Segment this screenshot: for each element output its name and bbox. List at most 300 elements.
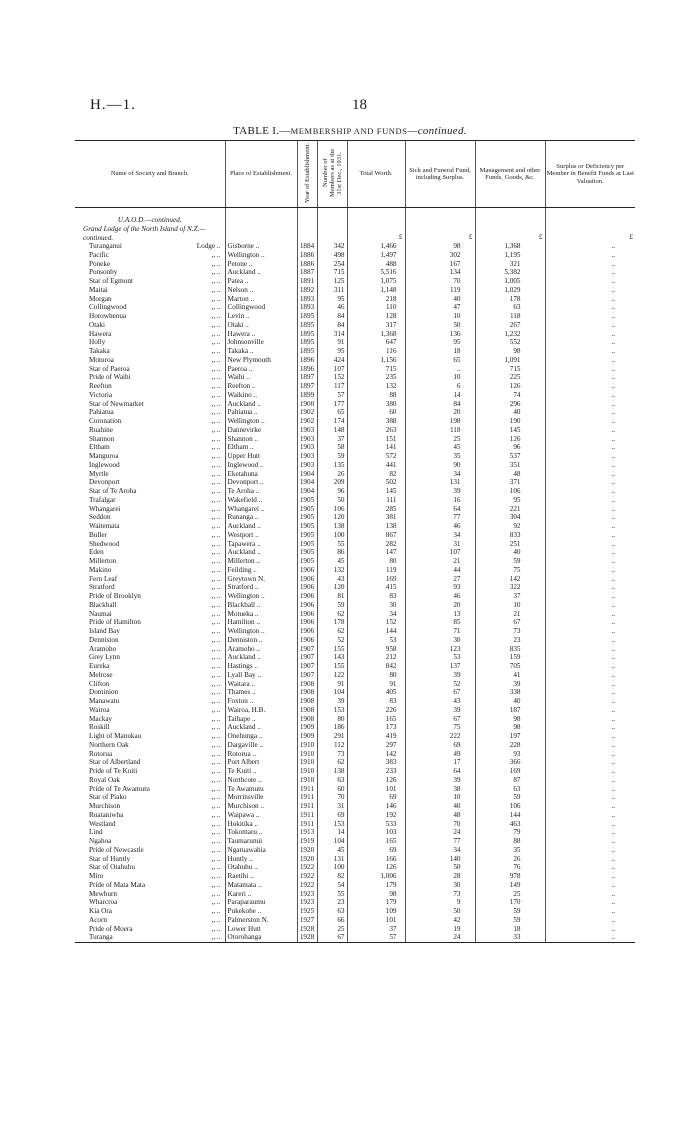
surplus-cell: .. [545, 802, 635, 811]
year-cell: 1905 [297, 548, 317, 557]
mgmt-fund-cell: 74 [475, 391, 545, 400]
sick-fund-cell: 24 [405, 933, 475, 942]
mgmt-fund-cell: 322 [475, 583, 545, 592]
worth-cell: 218 [347, 295, 405, 304]
sick-fund-cell: 65 [405, 356, 475, 365]
sick-fund-cell: 14 [405, 391, 475, 400]
surplus-cell: .. [545, 750, 635, 759]
table-row [75, 400, 635, 409]
sick-fund-cell: 123 [405, 645, 475, 654]
sick-fund-cell: 34 [405, 470, 475, 479]
surplus-cell: .. [545, 890, 635, 899]
membership-table [75, 140, 635, 943]
branch-name-cell [75, 426, 225, 435]
place-cell: Westport .. [225, 531, 297, 540]
table-row [75, 373, 635, 382]
branch-type: ,, .. [211, 408, 221, 417]
members-cell: 104 [317, 688, 347, 697]
branch-name-cell [75, 627, 225, 636]
members-cell: 143 [317, 653, 347, 662]
year-cell: 1903 [297, 443, 317, 452]
branch-name: Star of Otahuhu [89, 863, 135, 872]
col-year-label: Year of Establishment. [303, 143, 311, 203]
members-cell: 23 [317, 898, 347, 907]
mgmt-fund-cell: 371 [475, 478, 545, 487]
members-cell: 84 [317, 312, 347, 321]
worth-cell: 415 [347, 583, 405, 592]
surplus-cell: .. [545, 548, 635, 557]
group-heading-row [75, 208, 635, 225]
worth-cell: 101 [347, 916, 405, 925]
year-cell: 1893 [297, 303, 317, 312]
branch-name: Melrose [89, 670, 113, 679]
year-cell: 1910 [297, 767, 317, 776]
sick-fund-cell: 71 [405, 627, 475, 636]
place-cell: Collingwood [225, 303, 297, 312]
branch-name: Pride of Brooklyn [89, 592, 141, 601]
worth-cell: 419 [347, 732, 405, 741]
surplus-cell: .. [545, 312, 635, 321]
surplus-cell: .. [545, 470, 635, 479]
surplus-cell: .. [545, 391, 635, 400]
surplus-cell: .. [545, 793, 635, 802]
branch-name: Pride of Moera [89, 924, 133, 933]
year-cell: 1903 [297, 435, 317, 444]
members-cell: 39 [317, 697, 347, 706]
sick-fund-cell: 75 [405, 723, 475, 732]
branch-name-cell [75, 286, 225, 295]
worth-cell: 165 [347, 837, 405, 846]
year-cell: 1905 [297, 557, 317, 566]
members-cell: 43 [317, 575, 347, 584]
table-caption [0, 125, 700, 137]
surplus-cell: .. [545, 811, 635, 820]
branch-type: ,, .. [211, 557, 221, 566]
sick-fund-cell: 46 [405, 522, 475, 531]
branch-name-cell [75, 268, 225, 277]
surplus-cell: .. [545, 916, 635, 925]
surplus-cell: .. [545, 898, 635, 907]
sick-fund-cell: 30 [405, 636, 475, 645]
branch-name-cell [75, 741, 225, 750]
sick-fund-cell: 90 [405, 461, 475, 470]
table-row [75, 855, 635, 864]
worth-cell: 1,148 [347, 286, 405, 295]
year-cell: 1907 [297, 671, 317, 680]
table-row [75, 767, 635, 776]
members-cell: 95 [317, 347, 347, 356]
surplus-cell: .. [545, 688, 635, 697]
branch-name: Inglewood [89, 460, 120, 469]
worth-cell: 383 [347, 758, 405, 767]
members-cell: 100 [317, 531, 347, 540]
branch-name-cell [75, 470, 225, 479]
sick-fund-cell: 39 [405, 776, 475, 785]
branch-type: ,, .. [211, 898, 221, 907]
branch-name-cell [75, 312, 225, 321]
branch-name-cell [75, 837, 225, 846]
worth-cell: 212 [347, 653, 405, 662]
table-row [75, 382, 635, 391]
branch-name-cell [75, 443, 225, 452]
branch-name-cell [75, 688, 225, 697]
sick-fund-cell: 18 [405, 347, 475, 356]
branch-name-cell [75, 391, 225, 400]
table-row [75, 907, 635, 916]
year-cell: 1905 [297, 522, 317, 531]
sick-fund-cell: 42 [405, 916, 475, 925]
worth-cell: 297 [347, 741, 405, 750]
table-row [75, 636, 635, 645]
members-cell: 73 [317, 750, 347, 759]
place-cell: Thames .. [225, 688, 297, 697]
sick-fund-cell: 107 [405, 548, 475, 557]
worth-cell: 30 [347, 601, 405, 610]
worth-cell: 37 [347, 925, 405, 934]
branch-name: Holly [89, 338, 106, 347]
place-cell: Murchison .. [225, 802, 297, 811]
sick-fund-cell: 93 [405, 583, 475, 592]
year-cell: 1887 [297, 268, 317, 277]
branch-name-cell [75, 382, 225, 391]
branch-name: Otaki [89, 320, 105, 329]
table-row [75, 540, 635, 549]
branch-name-cell [75, 890, 225, 899]
place-cell: Ngaruawahia [225, 846, 297, 855]
branch-name: Horowhenua [89, 312, 127, 321]
branch-name-cell [75, 435, 225, 444]
year-cell: 1919 [297, 837, 317, 846]
worth-cell: 101 [347, 785, 405, 794]
table-row [75, 601, 635, 610]
table-row [75, 680, 635, 689]
place-cell: Wakefield .. [225, 496, 297, 505]
branch-type: ,, .. [211, 810, 221, 819]
sick-fund-cell: 50 [405, 863, 475, 872]
table-row [75, 487, 635, 496]
place-cell: Nelson .. [225, 286, 297, 295]
mgmt-fund-cell: 67 [475, 618, 545, 627]
worth-cell: 226 [347, 706, 405, 715]
mgmt-fund-cell: 170 [475, 898, 545, 907]
mgmt-fund-cell: 98 [475, 347, 545, 356]
surplus-cell: .. [545, 260, 635, 269]
year-cell: 1908 [297, 715, 317, 724]
branch-name-cell [75, 557, 225, 566]
worth-cell: 144 [347, 627, 405, 636]
branch-type: ,, .. [211, 889, 221, 898]
branch-type: ,, .. [211, 364, 221, 373]
year-cell: 1896 [297, 356, 317, 365]
place-cell: Palmerston N. [225, 916, 297, 925]
members-cell: 69 [317, 811, 347, 820]
place-cell: Huntly .. [225, 855, 297, 864]
branch-name-cell [75, 846, 225, 855]
surplus-cell: .. [545, 356, 635, 365]
surplus-cell: .. [545, 540, 635, 549]
branch-name-cell [75, 295, 225, 304]
year-cell: 1906 [297, 583, 317, 592]
place-cell: Johnsonville [225, 338, 297, 347]
branch-name: Star of Newmarket [89, 399, 144, 408]
sick-fund-cell: 49 [405, 750, 475, 759]
members-cell: 152 [317, 373, 347, 382]
members-cell: 58 [317, 443, 347, 452]
table-row [75, 557, 635, 566]
table-row [75, 811, 635, 820]
year-cell: 1904 [297, 470, 317, 479]
members-cell: 120 [317, 513, 347, 522]
sick-fund-cell: 131 [405, 478, 475, 487]
worth-cell: 88 [347, 391, 405, 400]
branch-name: Ruataniwha [89, 810, 124, 819]
surplus-cell: .. [545, 286, 635, 295]
worth-cell: 1,368 [347, 330, 405, 339]
branch-name-cell [75, 785, 225, 794]
branch-name: Grey Lynn [89, 653, 120, 662]
mgmt-fund-cell: 221 [475, 505, 545, 514]
worth-cell: 441 [347, 461, 405, 470]
branch-type: ,, .. [211, 880, 221, 889]
table-row [75, 627, 635, 636]
branch-name-cell [75, 828, 225, 837]
branch-name: Light of Manukau [89, 732, 142, 741]
surplus-cell: .. [545, 452, 635, 461]
sick-fund-cell: 67 [405, 715, 475, 724]
table-row [75, 242, 635, 251]
sick-fund-cell: 136 [405, 330, 475, 339]
table-row [75, 312, 635, 321]
table-row [75, 802, 635, 811]
page-number: 18 [352, 97, 367, 113]
sick-fund-cell: 25 [405, 435, 475, 444]
year-cell: 1908 [297, 688, 317, 697]
mgmt-fund-cell: 169 [475, 767, 545, 776]
branch-name-cell [75, 303, 225, 312]
branch-name-cell [75, 653, 225, 662]
surplus-cell: .. [545, 872, 635, 881]
sick-fund-cell: 16 [405, 496, 475, 505]
mgmt-fund-cell: 95 [475, 496, 545, 505]
worth-cell: 132 [347, 382, 405, 391]
worth-cell: 502 [347, 478, 405, 487]
sick-fund-cell: 222 [405, 732, 475, 741]
branch-name-cell [75, 513, 225, 522]
branch-name: Blackball [89, 600, 117, 609]
mgmt-fund-cell: 178 [475, 295, 545, 304]
mgmt-fund-cell: 98 [475, 715, 545, 724]
mgmt-fund-cell: 267 [475, 321, 545, 330]
surplus-cell: .. [545, 575, 635, 584]
mgmt-fund-cell: 75 [475, 566, 545, 575]
members-cell: 31 [317, 802, 347, 811]
branch-name: Pride of Mata Mata [89, 880, 146, 889]
sick-fund-cell: 9 [405, 898, 475, 907]
surplus-cell: .. [545, 767, 635, 776]
members-cell: 112 [317, 741, 347, 750]
branch-name: Star of Egmont [89, 277, 133, 286]
members-cell: 95 [317, 295, 347, 304]
surplus-cell: .. [545, 531, 635, 540]
branch-type: ,, .. [211, 513, 221, 522]
sick-fund-cell: 95 [405, 338, 475, 347]
place-cell: Taumarunui [225, 837, 297, 846]
members-cell: 25 [317, 925, 347, 934]
branch-type: ,, .. [211, 452, 221, 461]
branch-name: Turanganui [89, 242, 122, 251]
branch-name: Pride of Hamilton [89, 618, 141, 627]
branch-type: ,, .. [211, 443, 221, 452]
branch-type: ,, .. [211, 250, 221, 259]
branch-type: ,, .. [211, 802, 221, 811]
mgmt-fund-cell: 1,368 [475, 242, 545, 251]
place-cell: Te Kuiti .. [225, 767, 297, 776]
branch-type: ,, .. [211, 775, 221, 784]
branch-type: Lodge .. [196, 242, 221, 251]
year-cell: 1902 [297, 408, 317, 417]
table-row [75, 785, 635, 794]
place-cell: Aramoho .. [225, 645, 297, 654]
sick-fund-cell: 35 [405, 452, 475, 461]
sick-fund-cell: 19 [405, 925, 475, 934]
surplus-cell: .. [545, 400, 635, 409]
branch-name-cell [75, 242, 225, 251]
members-cell: 96 [317, 487, 347, 496]
worth-cell: 715 [347, 365, 405, 374]
mgmt-fund-cell: 41 [475, 671, 545, 680]
branch-name: Pride of Te Awamutu [89, 784, 150, 793]
table-row [75, 260, 635, 269]
branch-name: Roskill [89, 723, 110, 732]
sick-fund-cell: 77 [405, 837, 475, 846]
surplus-cell: .. [545, 653, 635, 662]
branch-name-cell [75, 610, 225, 619]
year-cell: 1906 [297, 592, 317, 601]
branch-name: Reefton [89, 382, 112, 391]
branch-type: ,, .. [211, 600, 221, 609]
members-cell: 14 [317, 828, 347, 837]
mgmt-fund-cell: 59 [475, 907, 545, 916]
surplus-cell: .. [545, 671, 635, 680]
place-cell: Hastings .. [225, 662, 297, 671]
place-cell: Wairoa, H.B. [225, 706, 297, 715]
surplus-cell: .. [545, 758, 635, 767]
surplus-cell: .. [545, 723, 635, 732]
mgmt-fund-cell: 37 [475, 592, 545, 601]
place-cell: Taihape .. [225, 715, 297, 724]
mgmt-fund-cell: 39 [475, 680, 545, 689]
branch-name: Shedwood [89, 539, 120, 548]
surplus-cell: .. [545, 487, 635, 496]
branch-type: ,, .. [211, 723, 221, 732]
table-row [75, 522, 635, 531]
place-cell: Dannevirke [225, 426, 297, 435]
sick-fund-cell: 73 [405, 890, 475, 899]
mgmt-fund-cell: 296 [475, 400, 545, 409]
sick-fund-cell: 39 [405, 671, 475, 680]
branch-name: Seddon [89, 513, 111, 522]
members-cell: 45 [317, 846, 347, 855]
branch-name-cell [75, 933, 225, 942]
table-row [75, 916, 635, 925]
branch-type: ,, .. [211, 530, 221, 539]
members-cell: 138 [317, 767, 347, 776]
branch-name-cell [75, 417, 225, 426]
branch-type: ,, .. [211, 504, 221, 513]
branch-name-cell [75, 855, 225, 864]
table-row [75, 741, 635, 750]
sick-fund-cell: 24 [405, 828, 475, 837]
table-row [75, 592, 635, 601]
place-cell: Auckland .. [225, 522, 297, 531]
branch-name: Naumai [89, 609, 112, 618]
place-cell: Te Awamutu [225, 785, 297, 794]
col-name: Name of Society and Branch. [75, 141, 225, 208]
place-cell: Auckland .. [225, 400, 297, 409]
col-surplus: Surplus or Deficiency per Member in Benefit Funds at Last Valuation. [545, 141, 635, 208]
members-cell: 254 [317, 260, 347, 269]
mgmt-fund-cell: 552 [475, 338, 545, 347]
place-cell: Stratford .. [225, 583, 297, 592]
sick-fund-cell: 38 [405, 785, 475, 794]
sick-fund-cell: 137 [405, 662, 475, 671]
col-members [317, 141, 347, 208]
table-row [75, 496, 635, 505]
year-cell: 1895 [297, 338, 317, 347]
branch-name: Turanga [89, 933, 113, 942]
sick-fund-cell: 64 [405, 767, 475, 776]
year-cell: 1903 [297, 461, 317, 470]
place-cell: Northcote .. [225, 776, 297, 785]
mgmt-fund-cell: 142 [475, 575, 545, 584]
place-cell: Reefton .. [225, 382, 297, 391]
mgmt-fund-cell: 25 [475, 890, 545, 899]
sick-fund-cell: 77 [405, 513, 475, 522]
sick-fund-cell: 34 [405, 531, 475, 540]
worth-cell: 179 [347, 881, 405, 890]
table-row [75, 575, 635, 584]
branch-name: Kia Ora [89, 907, 112, 916]
year-cell: 1886 [297, 260, 317, 269]
surplus-cell: .. [545, 645, 635, 654]
year-cell: 1895 [297, 347, 317, 356]
table-row [75, 828, 635, 837]
branch-type: ,, .. [211, 907, 221, 916]
members-cell: 186 [317, 723, 347, 732]
sick-fund-cell: 17 [405, 758, 475, 767]
branch-name: Eureka [89, 662, 110, 671]
mgmt-fund-cell: 228 [475, 741, 545, 750]
year-cell: 1906 [297, 627, 317, 636]
branch-type: ,, .. [211, 662, 221, 671]
place-cell: Feilding .. [225, 566, 297, 575]
mgmt-fund-cell: 159 [475, 653, 545, 662]
branch-name-cell [75, 356, 225, 365]
branch-name: Ruahine [89, 425, 113, 434]
worth-cell: 152 [347, 618, 405, 627]
branch-type: ,, .. [211, 355, 221, 364]
place-cell: Morrinsville [225, 793, 297, 802]
branch-name: Myrtle [89, 469, 109, 478]
table-row [75, 610, 635, 619]
branch-type: ,, .. [211, 635, 221, 644]
year-cell: 1910 [297, 741, 317, 750]
members-cell: 59 [317, 452, 347, 461]
branch-name: Mackay [89, 714, 113, 723]
mgmt-fund-cell: 126 [475, 435, 545, 444]
currency-sick: £ [405, 225, 475, 242]
surplus-cell: .. [545, 662, 635, 671]
